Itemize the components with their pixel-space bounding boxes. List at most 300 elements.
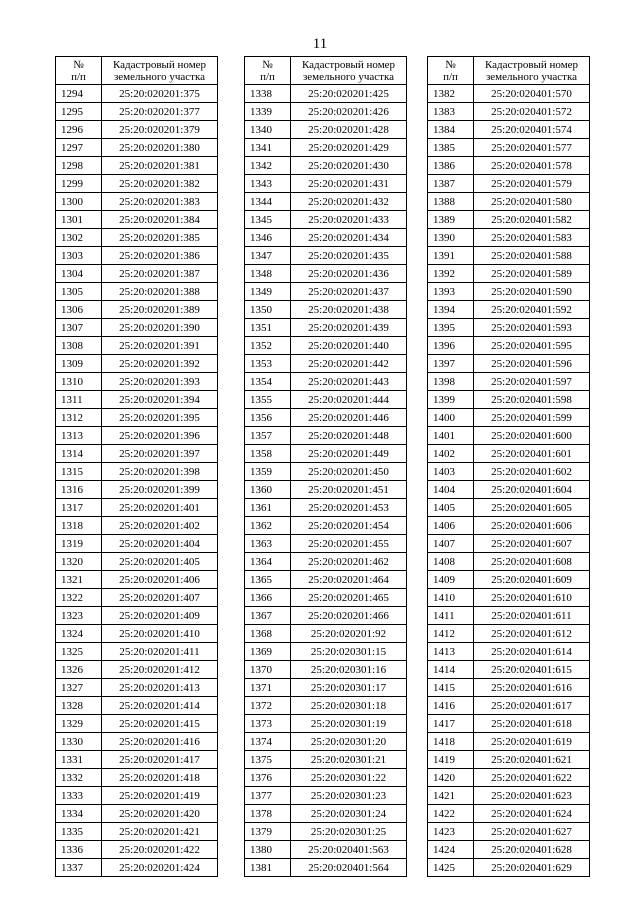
table-row [245, 859, 407, 877]
table-row [56, 427, 218, 445]
cadastral-number: 25:20:020401:582 [474, 211, 590, 229]
cadastral-number: 25:20:020201:377 [102, 103, 218, 121]
cadastral-number: 25:20:020201:465 [291, 589, 407, 607]
table-row [245, 499, 407, 517]
row-number: 1361 [245, 499, 291, 517]
row-number: 1298 [56, 157, 102, 175]
table-row [428, 661, 590, 679]
row-number: 1357 [245, 427, 291, 445]
cadastral-number: 25:20:020301:20 [291, 733, 407, 751]
table-row [428, 553, 590, 571]
table-row [245, 265, 407, 283]
row-number: 1372 [245, 697, 291, 715]
row-number: 1342 [245, 157, 291, 175]
cadastral-number: 25:20:020401:610 [474, 589, 590, 607]
table-row [245, 841, 407, 859]
cadastral-number: 25:20:020201:434 [291, 229, 407, 247]
cadastral-number: 25:20:020201:402 [102, 517, 218, 535]
cadastral-number: 25:20:020201:404 [102, 535, 218, 553]
cadastral-number: 25:20:020401:612 [474, 625, 590, 643]
row-number: 1325 [56, 643, 102, 661]
table-row [56, 499, 218, 517]
row-number: 1401 [428, 427, 474, 445]
table-row [56, 517, 218, 535]
table-row [56, 301, 218, 319]
row-number: 1340 [245, 121, 291, 139]
table-row [428, 481, 590, 499]
cadastral-number: 25:20:020201:380 [102, 139, 218, 157]
table-row [428, 211, 590, 229]
row-number: 1313 [56, 427, 102, 445]
table-row [56, 787, 218, 805]
table-row [428, 85, 590, 103]
cadastral-table-1 [55, 56, 218, 877]
cadastral-number: 25:20:020201:407 [102, 589, 218, 607]
table-row [428, 715, 590, 733]
cadastral-number: 25:20:020201:385 [102, 229, 218, 247]
row-number: 1409 [428, 571, 474, 589]
table-row [56, 823, 218, 841]
row-number: 1334 [56, 805, 102, 823]
cadastral-number: 25:20:020201:418 [102, 769, 218, 787]
table-row [56, 391, 218, 409]
table-row [56, 409, 218, 427]
row-number: 1371 [245, 679, 291, 697]
row-number: 1333 [56, 787, 102, 805]
cadastral-number: 25:20:020201:387 [102, 265, 218, 283]
cadastral-number: 25:20:020401:588 [474, 247, 590, 265]
row-number: 1369 [245, 643, 291, 661]
row-number: 1324 [56, 625, 102, 643]
cadastral-number: 25:20:020401:601 [474, 445, 590, 463]
cadastral-number: 25:20:020401:596 [474, 355, 590, 373]
table-row [245, 769, 407, 787]
cadastral-number: 25:20:020201:410 [102, 625, 218, 643]
row-number: 1316 [56, 481, 102, 499]
table-row [245, 715, 407, 733]
table-row [56, 373, 218, 391]
cadastral-number: 25:20:020201:392 [102, 355, 218, 373]
row-number: 1320 [56, 553, 102, 571]
row-number: 1383 [428, 103, 474, 121]
cadastral-number: 25:20:020201:444 [291, 391, 407, 409]
row-number: 1351 [245, 319, 291, 337]
row-number: 1403 [428, 463, 474, 481]
cadastral-number: 25:20:020301:15 [291, 643, 407, 661]
cadastral-number: 25:20:020201:449 [291, 445, 407, 463]
row-number: 1326 [56, 661, 102, 679]
cadastral-number: 25:20:020401:616 [474, 679, 590, 697]
cadastral-number: 25:20:020401:605 [474, 499, 590, 517]
cadastral-number: 25:20:020201:432 [291, 193, 407, 211]
table-row [56, 283, 218, 301]
cadastral-number: 25:20:020201:393 [102, 373, 218, 391]
table-row [56, 265, 218, 283]
cadastral-number: 25:20:020301:24 [291, 805, 407, 823]
row-number: 1327 [56, 679, 102, 697]
row-number: 1355 [245, 391, 291, 409]
row-number: 1388 [428, 193, 474, 211]
row-number: 1380 [245, 841, 291, 859]
cadastral-number: 25:20:020201:442 [291, 355, 407, 373]
cadastral-number: 25:20:020401:579 [474, 175, 590, 193]
row-number: 1354 [245, 373, 291, 391]
table-row [428, 103, 590, 121]
row-number: 1295 [56, 103, 102, 121]
row-number: 1317 [56, 499, 102, 517]
table-row [428, 445, 590, 463]
row-number: 1370 [245, 661, 291, 679]
header-cadastral: Кадастровый номер земельного участка [474, 57, 590, 85]
table-row [56, 211, 218, 229]
table-row [245, 661, 407, 679]
row-number: 1330 [56, 733, 102, 751]
table-row [56, 193, 218, 211]
row-number: 1407 [428, 535, 474, 553]
cadastral-number: 25:20:020301:16 [291, 661, 407, 679]
row-number: 1410 [428, 589, 474, 607]
row-number: 1360 [245, 481, 291, 499]
row-number: 1345 [245, 211, 291, 229]
cadastral-number: 25:20:020401:614 [474, 643, 590, 661]
cadastral-number: 25:20:020201:384 [102, 211, 218, 229]
table-row [428, 391, 590, 409]
table-row [56, 751, 218, 769]
table-row [428, 535, 590, 553]
row-number: 1300 [56, 193, 102, 211]
table-row [245, 409, 407, 427]
table-row [428, 499, 590, 517]
row-number: 1305 [56, 283, 102, 301]
cadastral-number: 25:20:020201:386 [102, 247, 218, 265]
table-row [245, 481, 407, 499]
row-number: 1312 [56, 409, 102, 427]
row-number: 1406 [428, 517, 474, 535]
cadastral-number: 25:20:020401:619 [474, 733, 590, 751]
table-row [428, 193, 590, 211]
table-row [245, 571, 407, 589]
row-number: 1386 [428, 157, 474, 175]
cadastral-number: 25:20:020401:597 [474, 373, 590, 391]
table-row [245, 211, 407, 229]
table-row [56, 319, 218, 337]
row-number: 1365 [245, 571, 291, 589]
table-row [245, 427, 407, 445]
row-number: 1416 [428, 697, 474, 715]
row-number: 1404 [428, 481, 474, 499]
table-row [56, 769, 218, 787]
table-row [56, 157, 218, 175]
table-row [245, 445, 407, 463]
row-number: 1315 [56, 463, 102, 481]
cadastral-number: 25:20:020401:578 [474, 157, 590, 175]
cadastral-number: 25:20:020201:92 [291, 625, 407, 643]
table-row [428, 769, 590, 787]
row-number: 1425 [428, 859, 474, 877]
row-number: 1384 [428, 121, 474, 139]
cadastral-number: 25:20:020401:598 [474, 391, 590, 409]
row-number: 1356 [245, 409, 291, 427]
cadastral-number: 25:20:020201:421 [102, 823, 218, 841]
cadastral-number: 25:20:020201:439 [291, 319, 407, 337]
cadastral-number: 25:20:020201:428 [291, 121, 407, 139]
cadastral-number: 25:20:020201:440 [291, 337, 407, 355]
table-row [428, 607, 590, 625]
row-number: 1399 [428, 391, 474, 409]
table-row [56, 535, 218, 553]
row-number: 1402 [428, 445, 474, 463]
row-number: 1321 [56, 571, 102, 589]
row-number: 1377 [245, 787, 291, 805]
row-number: 1347 [245, 247, 291, 265]
cadastral-table-3 [427, 56, 590, 877]
cadastral-number: 25:20:020201:417 [102, 751, 218, 769]
row-number: 1376 [245, 769, 291, 787]
row-number: 1350 [245, 301, 291, 319]
cadastral-number: 25:20:020201:396 [102, 427, 218, 445]
cadastral-number: 25:20:020401:622 [474, 769, 590, 787]
table-row [428, 265, 590, 283]
cadastral-number: 25:20:020201:388 [102, 283, 218, 301]
table-row [428, 823, 590, 841]
cadastral-number: 25:20:020401:621 [474, 751, 590, 769]
cadastral-number: 25:20:020301:19 [291, 715, 407, 733]
table-row [428, 121, 590, 139]
row-number: 1419 [428, 751, 474, 769]
cadastral-number: 25:20:020401:602 [474, 463, 590, 481]
row-number: 1366 [245, 589, 291, 607]
row-number: 1306 [56, 301, 102, 319]
row-number: 1301 [56, 211, 102, 229]
table-row [245, 337, 407, 355]
cadastral-number: 25:20:020201:389 [102, 301, 218, 319]
row-number: 1319 [56, 535, 102, 553]
table-row [428, 589, 590, 607]
row-number: 1308 [56, 337, 102, 355]
table-row [245, 283, 407, 301]
cadastral-number: 25:20:020301:25 [291, 823, 407, 841]
cadastral-number: 25:20:020201:397 [102, 445, 218, 463]
row-number: 1310 [56, 373, 102, 391]
cadastral-number: 25:20:020301:18 [291, 697, 407, 715]
cadastral-number: 25:20:020201:435 [291, 247, 407, 265]
header-num: № п/п [245, 57, 291, 85]
cadastral-number: 25:20:020401:611 [474, 607, 590, 625]
cadastral-number: 25:20:020401:574 [474, 121, 590, 139]
table-row [428, 355, 590, 373]
cadastral-number: 25:20:020301:17 [291, 679, 407, 697]
row-number: 1378 [245, 805, 291, 823]
row-number: 1332 [56, 769, 102, 787]
table-row [245, 643, 407, 661]
cadastral-number: 25:20:020401:589 [474, 265, 590, 283]
row-number: 1349 [245, 283, 291, 301]
row-number: 1421 [428, 787, 474, 805]
cadastral-number: 25:20:020201:416 [102, 733, 218, 751]
table-row [428, 139, 590, 157]
cadastral-number: 25:20:020201:466 [291, 607, 407, 625]
header-cadastral: Кадастровый номер земельного участка [291, 57, 407, 85]
table-row [245, 553, 407, 571]
table-row [56, 463, 218, 481]
table-row [428, 751, 590, 769]
table-row [245, 589, 407, 607]
cadastral-number: 25:20:020401:608 [474, 553, 590, 571]
row-number: 1422 [428, 805, 474, 823]
table-row [245, 103, 407, 121]
row-number: 1307 [56, 319, 102, 337]
table-row [56, 139, 218, 157]
row-number: 1398 [428, 373, 474, 391]
header-cadastral: Кадастровый номер земельного участка [102, 57, 218, 85]
cadastral-number: 25:20:020201:420 [102, 805, 218, 823]
cadastral-number: 25:20:020301:21 [291, 751, 407, 769]
cadastral-number: 25:20:020401:600 [474, 427, 590, 445]
table-row [56, 553, 218, 571]
cadastral-number: 25:20:020201:430 [291, 157, 407, 175]
cadastral-number: 25:20:020401:627 [474, 823, 590, 841]
table-row [56, 589, 218, 607]
table-row [56, 733, 218, 751]
header-num: № п/п [428, 57, 474, 85]
table-row [245, 85, 407, 103]
table-row [428, 409, 590, 427]
row-number: 1379 [245, 823, 291, 841]
row-number: 1337 [56, 859, 102, 877]
table-row [428, 733, 590, 751]
row-number: 1322 [56, 589, 102, 607]
row-number: 1348 [245, 265, 291, 283]
table-header-row [245, 57, 407, 85]
cadastral-number: 25:20:020401:572 [474, 103, 590, 121]
row-number: 1296 [56, 121, 102, 139]
cadastral-number: 25:20:020401:595 [474, 337, 590, 355]
row-number: 1344 [245, 193, 291, 211]
row-number: 1302 [56, 229, 102, 247]
table-row [428, 679, 590, 697]
cadastral-number: 25:20:020401:623 [474, 787, 590, 805]
table-row [245, 751, 407, 769]
table-row [245, 697, 407, 715]
cadastral-number: 25:20:020201:399 [102, 481, 218, 499]
row-number: 1364 [245, 553, 291, 571]
table-header-row [428, 57, 590, 85]
row-number: 1353 [245, 355, 291, 373]
table-row [56, 481, 218, 499]
table-row [245, 157, 407, 175]
table-row [56, 103, 218, 121]
cadastral-number: 25:20:020201:436 [291, 265, 407, 283]
row-number: 1335 [56, 823, 102, 841]
cadastral-number: 25:20:020201:395 [102, 409, 218, 427]
cadastral-number: 25:20:020201:429 [291, 139, 407, 157]
table-row [245, 823, 407, 841]
cadastral-number: 25:20:020201:443 [291, 373, 407, 391]
cadastral-number: 25:20:020201:394 [102, 391, 218, 409]
row-number: 1394 [428, 301, 474, 319]
row-number: 1341 [245, 139, 291, 157]
table-row [56, 175, 218, 193]
row-number: 1309 [56, 355, 102, 373]
row-number: 1318 [56, 517, 102, 535]
row-number: 1424 [428, 841, 474, 859]
table-row [428, 643, 590, 661]
cadastral-number: 25:20:020401:583 [474, 229, 590, 247]
table-row [428, 697, 590, 715]
table-row [245, 517, 407, 535]
table-row [245, 355, 407, 373]
cadastral-number: 25:20:020401:606 [474, 517, 590, 535]
row-number: 1329 [56, 715, 102, 733]
row-number: 1339 [245, 103, 291, 121]
row-number: 1352 [245, 337, 291, 355]
table-row [428, 463, 590, 481]
table-row [56, 355, 218, 373]
row-number: 1304 [56, 265, 102, 283]
row-number: 1387 [428, 175, 474, 193]
cadastral-number: 25:20:020201:426 [291, 103, 407, 121]
cadastral-number: 25:20:020401:563 [291, 841, 407, 859]
cadastral-number: 25:20:020201:382 [102, 175, 218, 193]
table-row [56, 661, 218, 679]
row-number: 1338 [245, 85, 291, 103]
cadastral-number: 25:20:020401:590 [474, 283, 590, 301]
cadastral-number: 25:20:020201:451 [291, 481, 407, 499]
table-row [56, 445, 218, 463]
cadastral-number: 25:20:020201:431 [291, 175, 407, 193]
row-number: 1367 [245, 607, 291, 625]
table-row [245, 733, 407, 751]
cadastral-number: 25:20:020301:23 [291, 787, 407, 805]
cadastral-number: 25:20:020401:607 [474, 535, 590, 553]
cadastral-number: 25:20:020201:391 [102, 337, 218, 355]
row-number: 1420 [428, 769, 474, 787]
cadastral-number: 25:20:020401:580 [474, 193, 590, 211]
row-number: 1389 [428, 211, 474, 229]
cadastral-number: 25:20:020201:412 [102, 661, 218, 679]
cadastral-number: 25:20:020201:413 [102, 679, 218, 697]
cadastral-number: 25:20:020401:624 [474, 805, 590, 823]
row-number: 1381 [245, 859, 291, 877]
table-row [245, 391, 407, 409]
row-number: 1408 [428, 553, 474, 571]
table-row [428, 427, 590, 445]
cadastral-number: 25:20:020201:425 [291, 85, 407, 103]
cadastral-number: 25:20:020201:438 [291, 301, 407, 319]
row-number: 1362 [245, 517, 291, 535]
row-number: 1417 [428, 715, 474, 733]
table-row [56, 121, 218, 139]
row-number: 1395 [428, 319, 474, 337]
cadastral-number: 25:20:020201:464 [291, 571, 407, 589]
table-row [428, 625, 590, 643]
row-number: 1397 [428, 355, 474, 373]
table-row [56, 697, 218, 715]
row-number: 1405 [428, 499, 474, 517]
table-row [56, 607, 218, 625]
table-row [428, 283, 590, 301]
row-number: 1299 [56, 175, 102, 193]
cadastral-number: 25:20:020401:592 [474, 301, 590, 319]
table-row [428, 337, 590, 355]
table-row [245, 175, 407, 193]
table-row [56, 571, 218, 589]
table-row [428, 841, 590, 859]
row-number: 1328 [56, 697, 102, 715]
row-number: 1343 [245, 175, 291, 193]
row-number: 1363 [245, 535, 291, 553]
row-number: 1418 [428, 733, 474, 751]
